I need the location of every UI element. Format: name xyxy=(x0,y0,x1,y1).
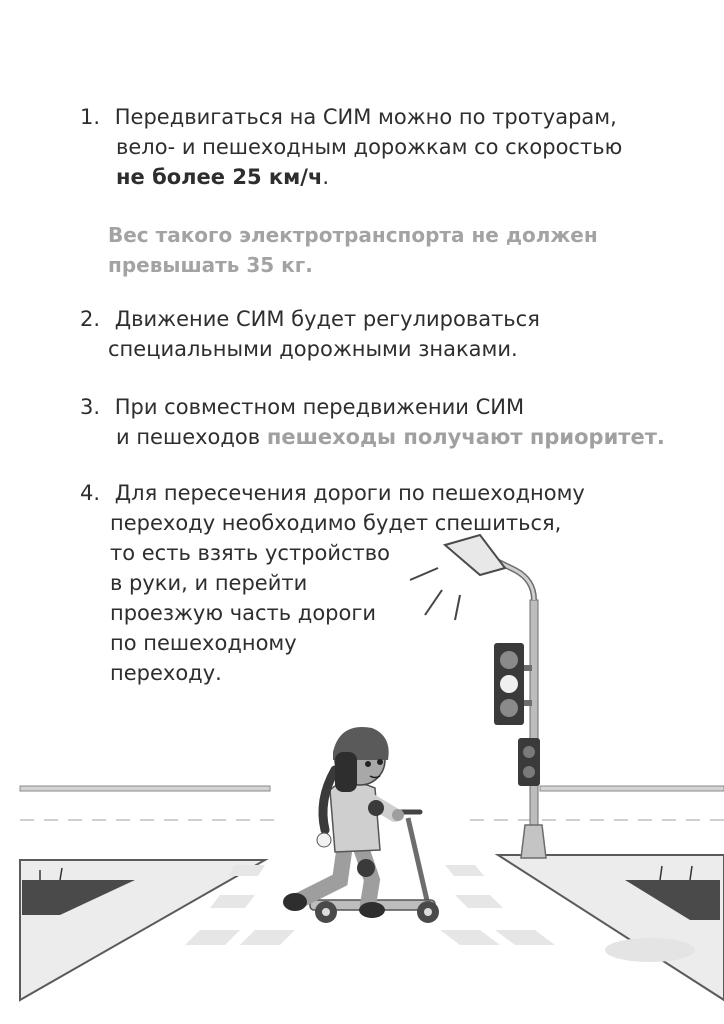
street-lamp xyxy=(410,535,546,858)
rule-3-number: 3. xyxy=(80,395,101,419)
rule-4-line-3: то есть взять устройство xyxy=(110,541,391,565)
weight-note-line-1: Вес такого электротранспорта не должен xyxy=(108,223,598,247)
girl-on-scooter xyxy=(283,727,439,923)
rule-4-number: 4. xyxy=(80,481,101,505)
rule-4-line-5: проезжую часть дороги xyxy=(110,601,377,625)
rule-1-speed-limit: не более 25 км/ч xyxy=(116,165,323,189)
rule-2-line-1: Движение СИМ будет регулироваться xyxy=(114,307,540,331)
rule-2-number: 2. xyxy=(80,307,101,331)
rule-4-line-2: переходу необходимо будет спешиться, xyxy=(110,511,562,535)
rule-4-line-1: Для пересечения дороги по пешеходному xyxy=(114,481,585,505)
rule-1-line-2: вело- и пешеходным дорожкам со скоростью xyxy=(116,135,623,159)
rule-3-line-2-start: и пешеходов xyxy=(116,425,261,449)
traffic-light xyxy=(494,643,532,725)
rule-3-line-1: При совместном передвижении СИМ xyxy=(114,395,525,419)
rule-4-line-7: переходу. xyxy=(110,661,222,685)
right-sidewalk xyxy=(498,855,724,1000)
rule-1-period: . xyxy=(322,165,330,189)
pedestrian-light xyxy=(518,738,540,786)
rule-1-number: 1. xyxy=(80,105,101,129)
rule-3-priority-highlight: пешеходы получают приоритет. xyxy=(266,425,665,449)
rule-1-line-1: Передвигаться на СИМ можно по тротуарам, xyxy=(114,105,617,129)
rule-2-line-2: специальными дорожными знаками. xyxy=(108,337,518,361)
weight-note-line-2: превышать 35 кг. xyxy=(108,253,313,277)
rule-4-line-4: в руки, и перейти xyxy=(110,571,308,595)
rule-4-line-6: по пешеходному xyxy=(110,631,297,655)
